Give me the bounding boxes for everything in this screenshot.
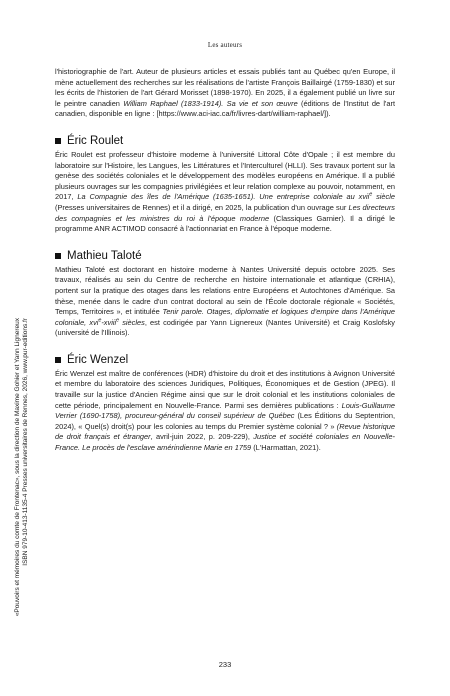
- section-heading: [55, 353, 395, 367]
- side-imprint: [2, 318, 42, 688]
- text-run: (Les Éditions du Septentrion, 2024), « Quel(s) droit(s) pour les colonies au temps du Premier système colonial ? »: [55, 411, 395, 431]
- running-head: Les auteurs: [207, 41, 243, 49]
- text-run: Éric Wenzel est maître de conférences (HDR) d'histoire du droit et des institutions à Avignon Université et membre du laboratoire des sciences Juridiques, Politiques, Économiques et de Gestion (JPEG). Il travaille sur la justice d'Ancien Régime ainsi que sur le droit colonial et les institutions coloniales de cette période, principalement en Nouvelle-France. Parmi ses dernières publications :: [55, 368, 395, 410]
- italic-text: Justice et société coloniales en Nouvelle-France. Le procès de l'esclave amérindienne Marie en 1759: [55, 432, 395, 453]
- italic-text: Les directeurs des compagnies et les ministres du roi à l'époque moderne: [55, 202, 395, 223]
- section-heading: [55, 134, 395, 148]
- imprint-line-2: ISBN 979-10-413-1135-4 Presses universitaires de Rennes, 2026, www.pur-editions.fr: [22, 318, 29, 566]
- author-name: Mathieu Taloté: [67, 249, 142, 262]
- italic-text: (Revue historique de droit français et étranger: [55, 421, 395, 442]
- page-content: [55, 67, 395, 454]
- page-number: 233: [218, 660, 232, 669]
- text-run: (Presses universitaires de Rennes) et il a dirigé, en 2025, la publication d'un ouvrage sur: [55, 202, 349, 212]
- italic-text: Tenir parole. Otages, diplomatie et logiques d'empire dans l'Amérique coloniale, xvi: [55, 307, 395, 327]
- text-run: Mathieu Taloté est doctorant en histoire moderne à Nantes Université depuis octobre 2025. Ses travaux, réalisés au sein du Centre de recherche en histoire internationale et atlantique (CRHIA), portent sur la pratique des otages dans les relations entre Européens et Autochtones d'Amérique. Sa thèse, menée dans le cadre d'un contrat doctoral au sein de l'École doctorale régionale « Sociétés, Temps, Territoires », et intitulée: [55, 264, 395, 317]
- text-run: (L'Harmattan, 2021).: [251, 443, 321, 453]
- section-eric-wenzel: [55, 353, 395, 454]
- italic-text: siècle: [372, 192, 395, 202]
- section-eric-roulet: [55, 134, 395, 235]
- italic-text: William Raphael (1833-1914). Sa vie et son œuvre: [123, 98, 298, 108]
- section-heading: [55, 249, 395, 263]
- author-bio: [55, 369, 395, 454]
- text-run: (éditions de l'Institut de l'art canadien, disponible en ligne : [https://www.aci-iac.ca/fr/livres-dart/william-raphael/]).: [55, 98, 395, 119]
- italic-text: siècles: [119, 317, 145, 327]
- text-run: l'historiographie de l'art. Auteur de plusieurs articles et essais publiés tant au Québec qu'en Europe, il mène actuellement des recherches sur les réalisations de l'artiste François Baillairgé (1759-1830) et sur les écrits de l'historien de l'art Gérard Morisset (1898-1970). En 2025, il a également publié un livre sur le peintre canadien: [55, 67, 395, 108]
- text-run: (Classiques Garnier). Il a dirigé le programme ANR ACTIMOD consacré à l'actionnariat en France à l'époque moderne.: [55, 213, 395, 234]
- author-name: Éric Wenzel: [67, 353, 129, 366]
- italic-text: e: [98, 317, 102, 324]
- intro-paragraph: [55, 67, 395, 120]
- author-name: Éric Roulet: [67, 134, 124, 147]
- italic-text: e: [116, 317, 120, 324]
- text-run: Éric Roulet est professeur d'histoire moderne à l'université Littoral Côte d'Opale ; il est membre du laboratoire sur l'Histoire, les Langues, les Littératures et l'Interculturel (HLLI). Ses travaux portent sur la genèse des sociétés coloniales et le développement des modèles européens en Amérique. Il a publié plusieurs ouvrages sur les compagnies privilégiées et leur relation complexe au pouvoir, notamment, en 2017,: [55, 149, 395, 202]
- author-bio: [55, 150, 395, 235]
- square-bullet-icon: [55, 357, 61, 363]
- section-mathieu-talote: [55, 249, 395, 339]
- author-bio: [55, 265, 395, 339]
- square-bullet-icon: [55, 138, 61, 144]
- text-run: , est codirigée par Yann Lignereux (Nantes Université) et Craig Koslofsky (université de l'Illinois).: [55, 317, 395, 338]
- italic-text: Louis-Guillaume Verrier (1690-1758), procureur-général du conseil supérieur de Québec: [55, 400, 395, 421]
- imprint-line-1: «Pouvoirs et mémoires du comte de Frontenac», sous la direction de Maxime Gohier et Yann Lignereux: [13, 318, 21, 617]
- italic-text: La Compagnie des îles de l'Amérique (1635-1651). Une entreprise coloniale au xvii: [77, 192, 370, 202]
- square-bullet-icon: [55, 253, 61, 259]
- italic-text: e: [369, 191, 373, 198]
- italic-text: -xviii: [101, 317, 117, 327]
- text-run: , avril-juin 2022, p. 209-229),: [150, 432, 254, 442]
